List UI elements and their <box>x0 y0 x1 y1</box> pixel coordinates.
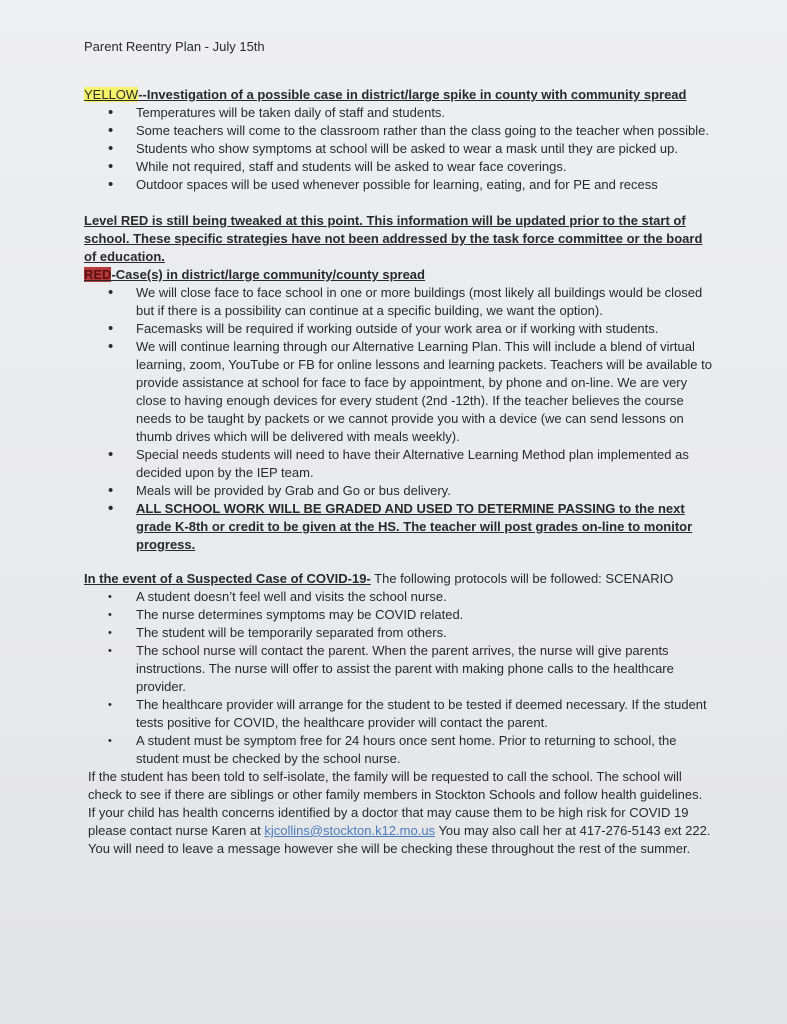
self-isolate-paragraph: If the student has been told to self-isolate, the family will be requested to call the school. The school will check to see if there are siblings or other family members in Stockton Schools and follow health guidelines. <box>88 769 703 802</box>
yellow-heading-text: --Investigation of a possible case in district/large spike in county with community spread <box>138 87 687 102</box>
list-item: • Outdoor spaces will be used whenever possible for learning, eating, and for PE and recess <box>136 176 714 194</box>
covid-intro: The following protocols will be followed: SCENARIO <box>370 571 674 586</box>
list-item: • The healthcare provider will arrange for the student to be tested if deemed necessary. If the student tests positive for COVID, the healthcare provider will contact the parent. <box>136 696 714 732</box>
list-item: • Meals will be provided by Grab and Go or bus delivery. <box>136 482 714 500</box>
list-item: • A student must be symptom free for 24 hours once sent home. Prior to returning to school, the student must be checked by the school nurse. <box>136 732 714 768</box>
red-tag: RED <box>84 267 112 282</box>
document-body <box>84 38 714 858</box>
yellow-heading <box>84 86 714 104</box>
list-item: • Facemasks will be required if working outside of your work area or if working with students. <box>136 320 714 338</box>
list-item: • We will close face to face school in one or more buildings (most likely all buildings would be closed but if there is a possibility can continue at a specific building, we want the option). <box>136 284 714 320</box>
contact-text-after: You may also call her at 417-276-5143 ext 222. You will need to leave a message however she will be checking these throughout the rest of the summer. <box>88 823 711 856</box>
list-item: • Students who show symptoms at school will be asked to wear a mask until they are picked up. <box>136 140 714 158</box>
contact-text-before: If your child has health concerns identified by a doctor that may cause them to be high risk for COVID 19 please contact nurse Karen at <box>88 805 689 838</box>
yellow-tag: YELLOW <box>84 87 139 102</box>
list-item: • Special needs students will need to have their Alternative Learning Method plan implemented as decided upon by the IEP team. <box>136 446 714 482</box>
red-list <box>84 284 714 554</box>
list-item: • We will continue learning through our Alternative Learning Plan. This will include a blend of virtual learning, zoom, YouTube or FB for online lessons and learning packets. Teachers will be available to provide assistance at school for face to face by appointment, by phone and on-line. We are very close to having enough devices for every student (2nd -12th). If the teacher believes the course needs to be taught by packets or we cannot provide you with a device (we can send lessons on thumb drives which will be delivered with meals weekly). <box>136 338 714 446</box>
nurse-email-link[interactable]: kjcollins@stockton.k12.mo.us <box>264 823 436 838</box>
level-red-note: Level RED is still being tweaked at this point. This information will be updated prior to the start of school. These specific strategies have not been addressed by the task force committee or the board of education. <box>84 213 703 264</box>
list-item: • While not required, staff and students will be asked to wear face coverings. <box>136 158 714 176</box>
page-title: Parent Reentry Plan - July 15th <box>84 39 265 54</box>
contact-paragraph <box>88 804 714 858</box>
covid-list <box>84 588 714 768</box>
red-heading-text: -Case(s) in district/large community/county spread <box>111 267 425 282</box>
list-item: • Some teachers will come to the classroom rather than the class going to the teacher when possible. <box>136 122 714 140</box>
list-item: • The school nurse will contact the parent. When the parent arrives, the nurse will give parents instructions. The nurse will offer to assist the parent with making phone calls to the healthcare provider. <box>136 642 714 696</box>
red-heading <box>84 266 714 284</box>
list-item: • Temperatures will be taken daily of staff and students. <box>136 104 714 122</box>
list-item: • The nurse determines symptoms may be COVID related. <box>136 606 714 624</box>
covid-heading-line <box>84 570 714 588</box>
list-item: • A student doesn’t feel well and visits the school nurse. <box>136 588 714 606</box>
yellow-list <box>84 104 714 194</box>
covid-heading: In the event of a Suspected Case of COVID-19- <box>84 571 371 586</box>
list-item: • The student will be temporarily separated from others. <box>136 624 714 642</box>
list-item: • ALL SCHOOL WORK WILL BE GRADED AND USED TO DETERMINE PASSING to the next grade K-8th or credit to be given at the HS. The teacher will post grades on-line to monitor progress. <box>136 500 714 554</box>
